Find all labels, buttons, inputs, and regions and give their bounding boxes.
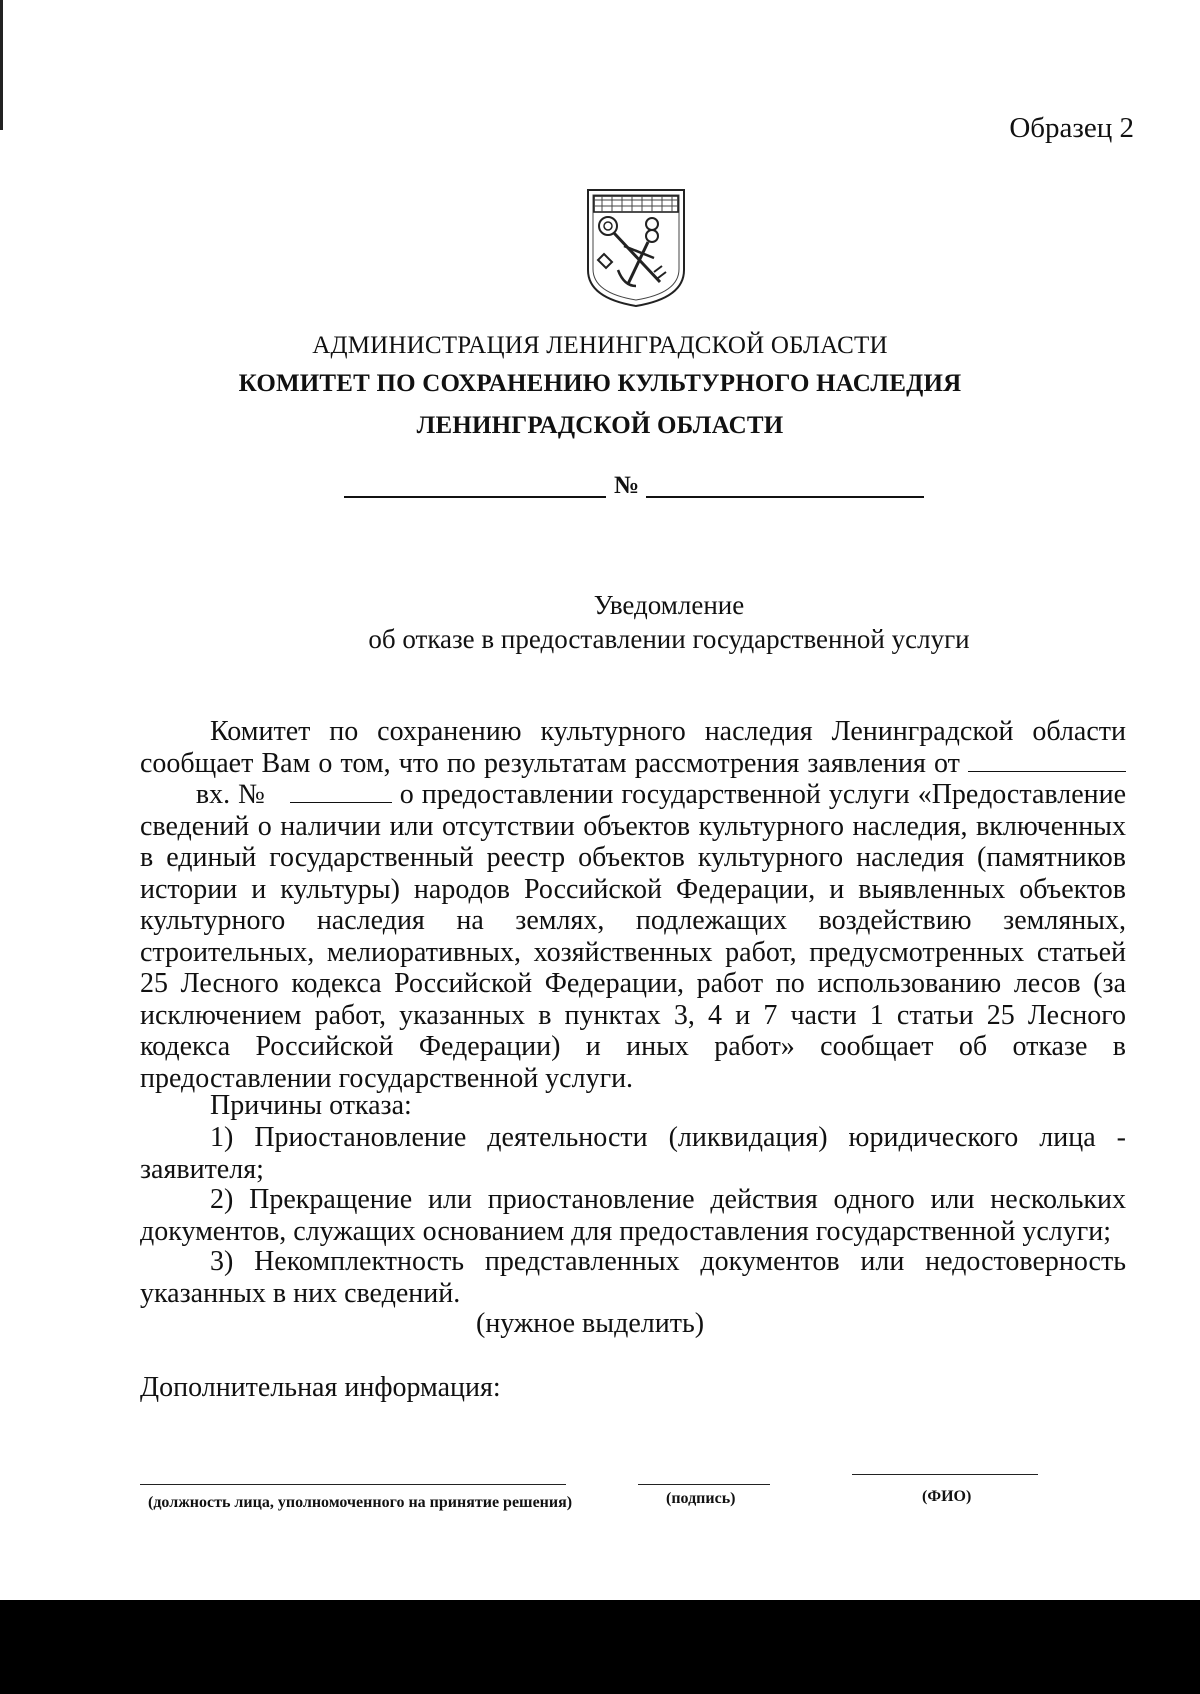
notice-title: Уведомление [593,590,745,620]
name-signature-line [852,1474,1038,1475]
main-paragraph [140,716,1126,1094]
application-date-blank [968,749,1126,772]
name-caption: (ФИО) [922,1488,972,1505]
document-number-field [344,468,924,502]
refusal-reason-1: 1) Приостановление деятельности (ликвидация) юридического лица - заявителя; [140,1122,1126,1185]
refusal-reason-2: 2) Прекращение или приостановление действия одного или нескольких документов, служащих основанием для предоставления государственной услуги; [140,1184,1126,1247]
main-paragraph-part2: вх. № [195,779,266,810]
main-paragraph-part1: Комитет по сохранению культурного наследия Ленинградской области сообщает Вам о том, что по результатам рассмотрения заявления от [140,716,1126,779]
position-signature-line [140,1484,566,1485]
refusal-reasons-title: Причины отказа: [210,1090,412,1121]
additional-info-label: Дополнительная информация: [140,1372,501,1403]
number-blank [646,496,924,498]
incoming-number-blank [290,780,392,803]
notice-subtitle: об отказе в предоставлении государственной услуги [368,624,970,654]
position-caption: (должность лица, уполномоченного на принятие решения) [148,1494,573,1511]
date-blank [344,496,606,498]
sample-label: Образец 2 [1009,112,1134,144]
main-paragraph-part3: о предоставлении государственной услуги «Предоставление сведений о наличии или отсутствии объектов культурного наследия, включенных в единый государственный реестр объектов культурного наследия (памятников истории и культуры) народов Российской Федерации, и выявленных объектов культурного наследия на землях, подлежащих воздействию земляных, строительных, мелиоративных, хозяйственных работ, предусмотренных статьей 25 Лесного кодекса Российской Федерации, работ по использованию лесов (за исключением работ, указанных в пунктах 3, 4 и 7 части 1 статьи 25 Лесного кодекса Российской Федерации) и иных работ» сообщает об отказе в предоставлении государственной услуги. [140,779,1127,1094]
scan-bottom-band [0,1600,1200,1694]
org-name-line1: АДМИНИСТРАЦИЯ ЛЕНИНГРАДСКОЙ ОБЛАСТИ [312,332,888,359]
org-name-line3: ЛЕНИНГРАДСКОЙ ОБЛАСТИ [416,412,784,439]
number-sign: № [614,472,640,499]
select-note: (нужное выделить) [476,1308,705,1339]
signature-caption: (подпись) [666,1490,736,1507]
signature-line [638,1484,770,1485]
refusal-reason-3: 3) Некомплектность представленных документов или недостоверность указанных в них сведений. [140,1246,1126,1309]
coat-of-arms-icon [584,186,688,310]
org-name-line2: КОМИТЕТ ПО СОХРАНЕНИЮ КУЛЬТУРНОГО НАСЛЕДИЯ [238,370,962,397]
scan-edge-mark [0,0,3,130]
